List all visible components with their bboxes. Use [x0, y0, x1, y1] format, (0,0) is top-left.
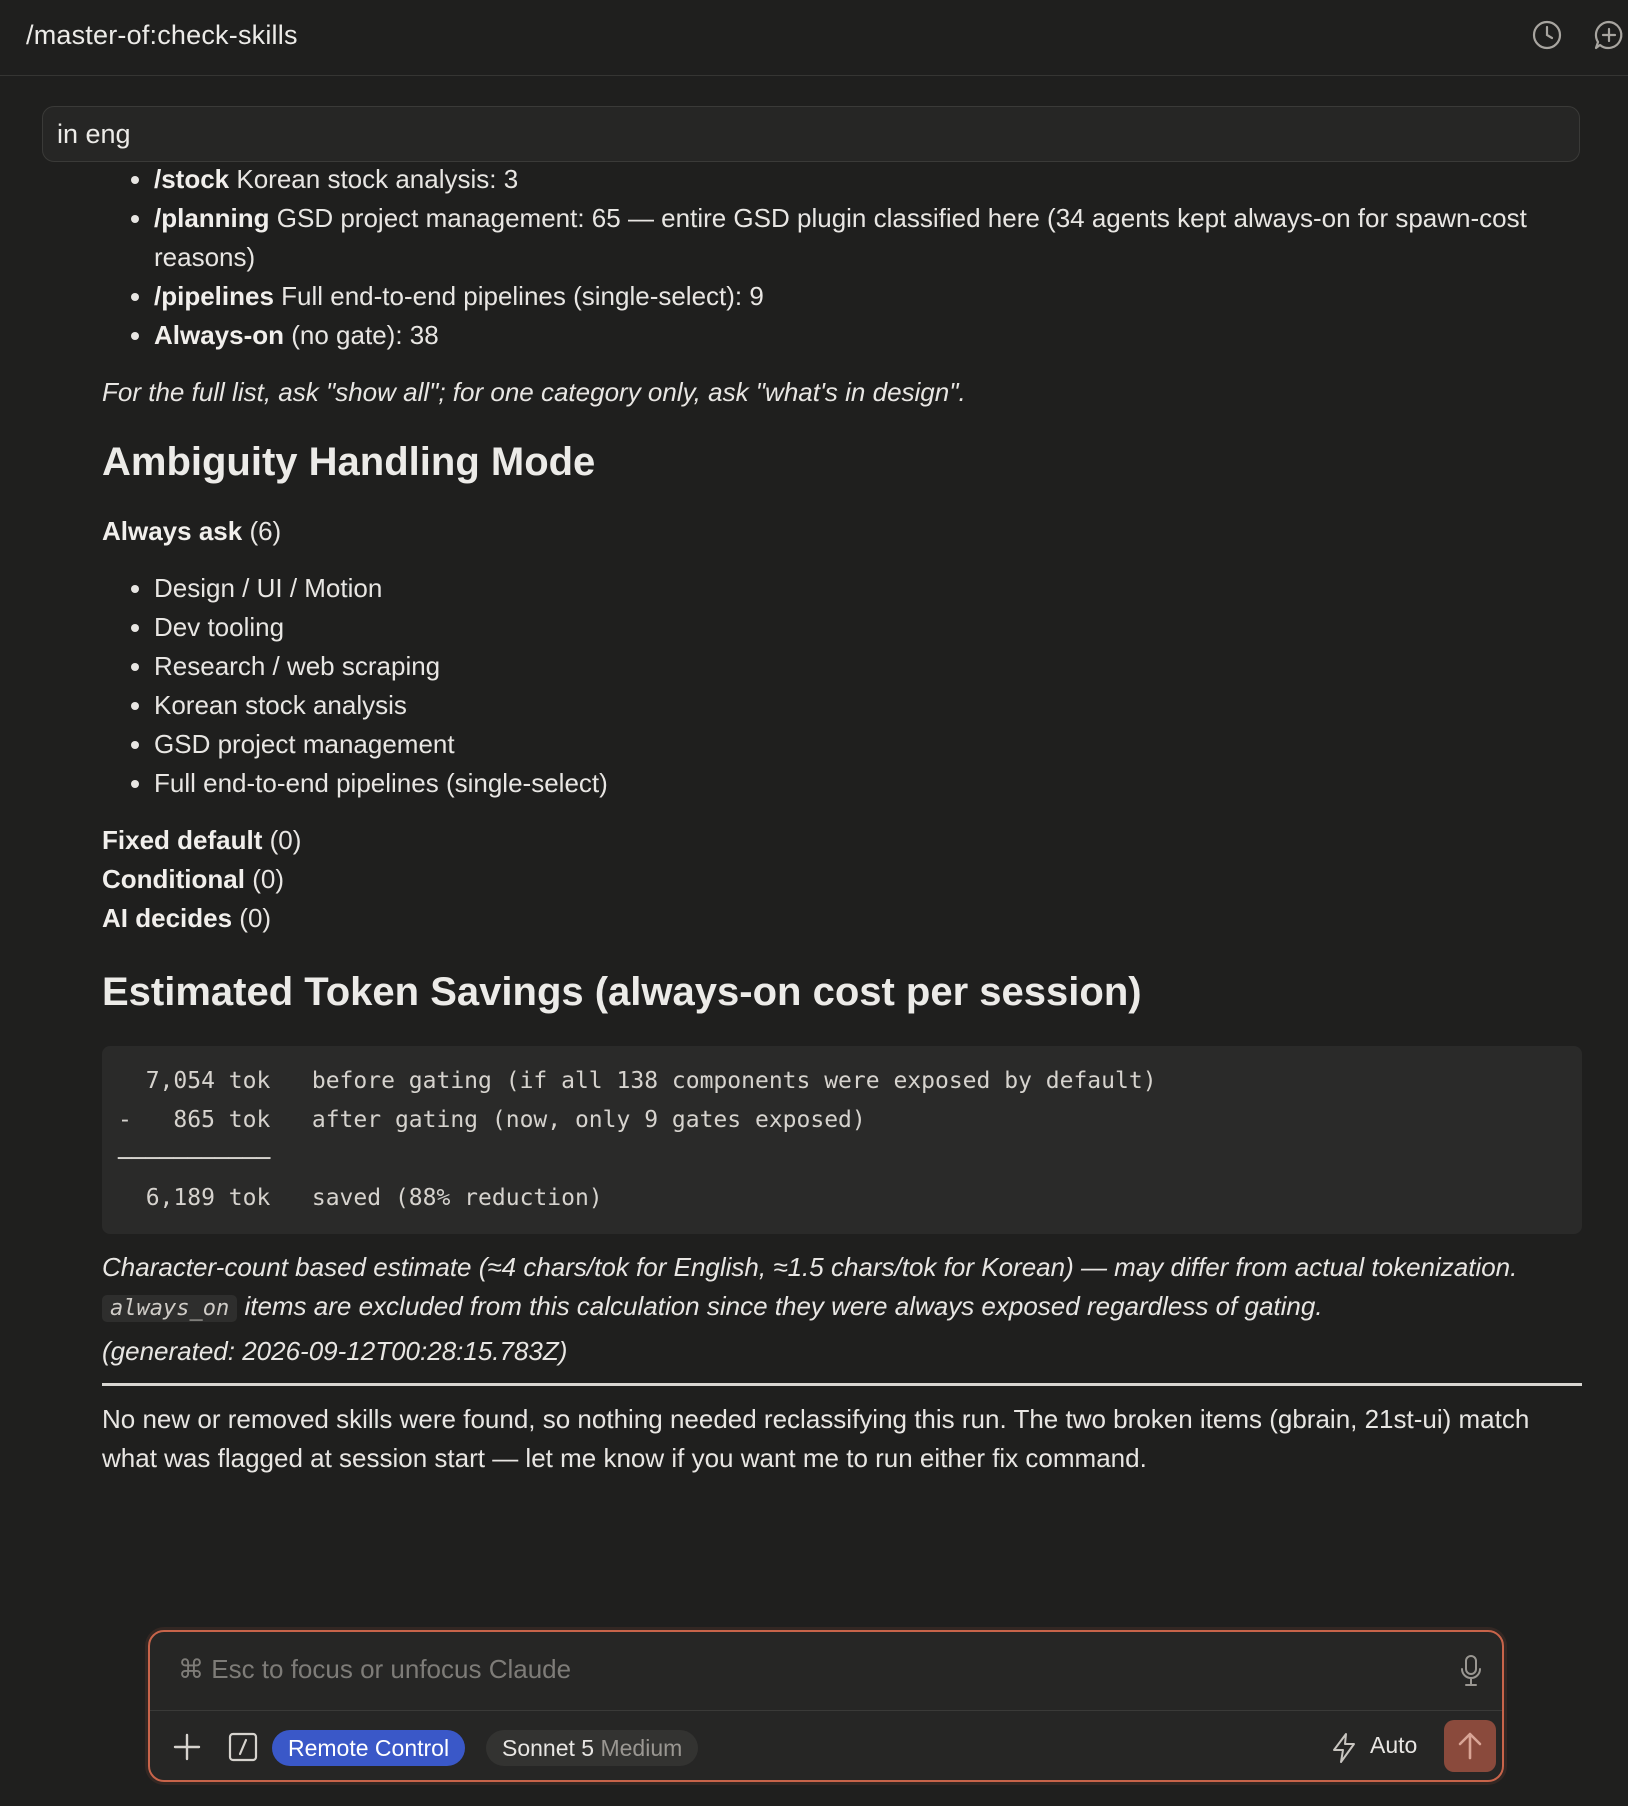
conversation-header: [0, 0, 1628, 76]
savings-code-block[interactable]: [102, 1046, 1582, 1234]
list-item: • Design / UI / Motion: [154, 569, 1582, 608]
microphone-button[interactable]: [1458, 1654, 1484, 1688]
estimate-note: Character-count based estimate (≈4 chars/tok for English, ≈1.5 chars/tok for Korean) — may differ from actual tokenization. always_on items are excluded from this calculation since they were always exposed regardless of gating.: [102, 1252, 1518, 1321]
list-item: • /pipelines Full end-to-end pipelines (single-select): 9: [154, 277, 1582, 316]
model-name: Sonnet 5: [502, 1735, 595, 1761]
sticky-user-message[interactable]: [42, 106, 1580, 162]
list-item: • Dev tooling: [154, 608, 1582, 647]
code-line: ───────────: [118, 1146, 271, 1172]
assistant-message: [102, 160, 1582, 1478]
message-composer[interactable]: [148, 1630, 1504, 1782]
lightning-icon: [1330, 1732, 1358, 1764]
mode-selector-icon-wrap[interactable]: [1330, 1732, 1358, 1764]
history-button[interactable]: [1530, 18, 1564, 52]
list-item: • Always-on (no gate): 38: [154, 316, 1582, 355]
composer-divider: [150, 1710, 1502, 1711]
mode-selector[interactable]: Auto: [1370, 1732, 1418, 1758]
code-line: - 865 tok after gating (now, only 9 gates exposed): [118, 1107, 866, 1133]
new-chat-button[interactable]: [1592, 18, 1626, 52]
category-list: [102, 160, 1582, 355]
divider: [102, 1383, 1582, 1386]
list-item: • /stock Korean stock analysis: 3: [154, 160, 1582, 199]
remote-control-toggle[interactable]: Remote Control: [272, 1730, 465, 1766]
conversation-title: /master-of:check-skills: [26, 20, 298, 50]
plus-icon: [172, 1732, 202, 1762]
fixed-default-row: Fixed default (0): [102, 825, 302, 855]
microphone-icon: [1458, 1654, 1484, 1688]
always-ask-row: Always ask (6): [102, 516, 282, 546]
code-line: 7,054 tok before gating (if all 138 components were exposed by default): [118, 1068, 1157, 1094]
full-list-note: For the full list, ask "show all"; for one category only, ask "what's in design".: [102, 377, 966, 407]
add-attachment-button[interactable]: [172, 1732, 202, 1762]
ai-decides-row: AI decides (0): [102, 903, 272, 933]
savings-heading: Estimated Token Savings (always-on cost per session): [102, 970, 1142, 1014]
inline-code: always_on: [102, 1295, 237, 1322]
model-selector[interactable]: [486, 1730, 698, 1766]
list-item: • GSD project management: [154, 725, 1582, 764]
always-ask-list: [102, 569, 1582, 803]
clock-history-icon: [1530, 18, 1564, 52]
user-message-text: in eng: [57, 119, 131, 149]
composer-input[interactable]: ⌘ Esc to focus or unfocus Claude: [178, 1654, 572, 1684]
ambiguity-heading: Ambiguity Handling Mode: [102, 440, 596, 484]
generated-timestamp: (generated: 2026-09-12T00:28:15.783Z): [102, 1336, 568, 1366]
list-item: • /planning GSD project management: 65 — entire GSD plugin classified here (34 agents kept always-on for spawn-cost reasons): [154, 199, 1582, 277]
send-button[interactable]: [1444, 1720, 1496, 1772]
arrow-up-icon: [1444, 1720, 1496, 1772]
code-line: 6,189 tok saved (88% reduction): [118, 1185, 603, 1211]
slash-command-icon: [228, 1732, 258, 1762]
conditional-row: Conditional (0): [102, 864, 284, 894]
model-effort: Medium: [600, 1735, 683, 1761]
list-item: • Full end-to-end pipelines (single-select): [154, 764, 1582, 803]
list-item: • Korean stock analysis: [154, 686, 1582, 725]
list-item: • Research / web scraping: [154, 647, 1582, 686]
slash-commands-button[interactable]: [228, 1732, 258, 1762]
new-chat-plus-icon: [1592, 18, 1626, 52]
summary-paragraph: No new or removed skills were found, so nothing needed reclassifying this run. The two broken items (gbrain, 21st-ui) match what was flagged at session start — let me know if you want me to run either fix command.: [102, 1404, 1530, 1473]
